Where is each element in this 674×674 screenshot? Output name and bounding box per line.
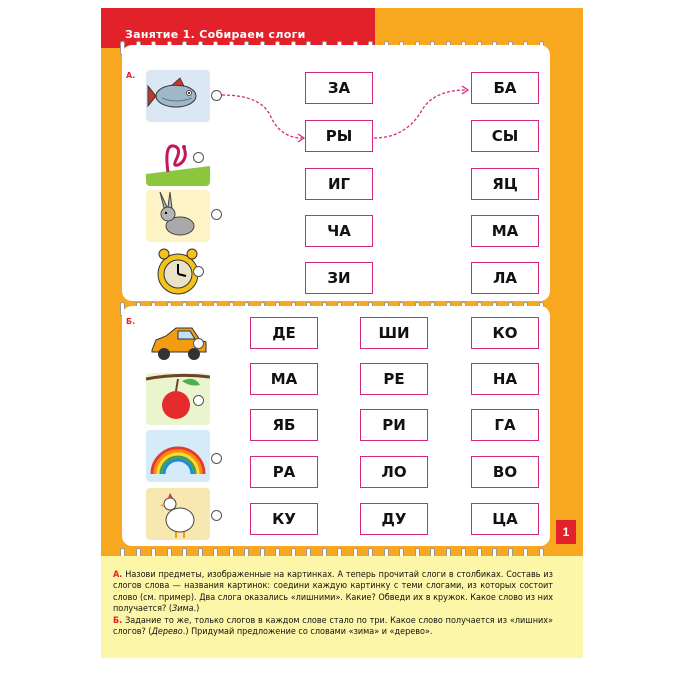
syllable-box[interactable]: ГА [471,409,539,441]
syllable-box[interactable]: КО [471,317,539,349]
rainbow-connector-dot[interactable] [211,453,222,464]
instruction-b-mark: Б. [113,615,123,626]
syllable-box[interactable]: МА [250,363,318,395]
section-b-label: Б. [126,317,136,326]
instruction-a [113,570,553,616]
instruction-a-end: .) [193,604,200,615]
syllable-box[interactable]: КУ [250,503,318,535]
page-title: Занятие 1. Собираем слоги [125,28,306,41]
syllable-box[interactable]: РИ [360,409,428,441]
syllable-box[interactable]: ЗИ [305,262,373,294]
syllable-box[interactable]: РЕ [360,363,428,395]
hare-connector-dot[interactable] [211,209,222,220]
syllable-box[interactable]: ДЕ [250,317,318,349]
clock-connector-dot[interactable] [193,266,204,277]
hen-picture [146,488,210,540]
hen-connector-dot[interactable] [211,510,222,521]
syllable-box[interactable]: ЛО [360,456,428,488]
instruction-b-text: Задание то же, только слогов в каждом слове стало по три. Какое слово получается из «лишних» слогов? ( [113,615,553,638]
syllable-box[interactable]: ДУ [360,503,428,535]
instruction-a-answer: Зима [172,604,194,615]
page-number: 1 [556,520,576,544]
syllable-box[interactable]: СЫ [471,120,539,152]
apple-connector-dot[interactable] [193,395,204,406]
instruction-a-text: Назови предметы, изображенные на картинках. А теперь прочитай слоги в столбиках. Составь из слогов слова — названия картинок: соедини каждую картинку с теми слогами, из которых состоит слово (см. пример). Два слога оказались «лишними». Какие? Обведи их в кружок. Какое слово из них получается? ( [113,570,553,615]
instruction-b [113,616,553,639]
rainbow-picture [146,430,210,482]
syllable-box[interactable]: ШИ [360,317,428,349]
syllable-box[interactable]: ЯЦ [471,168,539,200]
syllable-box[interactable]: ЦА [471,503,539,535]
fish-picture [146,70,210,122]
section-a-label: А. [126,71,136,80]
syllable-box[interactable]: МА [471,215,539,247]
syllable-box[interactable]: ЗА [305,72,373,104]
car-connector-dot[interactable] [193,338,204,349]
instruction-b-end: .) Придумай предложение со словами «зима» и «дерево». [182,627,433,638]
instruction-b-answer: Дерево [151,627,183,638]
syllable-box[interactable]: БА [471,72,539,104]
worm-connector-dot[interactable] [193,152,204,163]
syllable-box[interactable]: РЫ [305,120,373,152]
syllable-box[interactable]: ИГ [305,168,373,200]
syllable-box[interactable]: ЛА [471,262,539,294]
syllable-box[interactable]: НА [471,363,539,395]
hare-picture [146,190,210,242]
instructions-text [113,570,553,638]
syllable-box[interactable]: ЧА [305,215,373,247]
instruction-a-mark: А. [113,570,123,580]
syllable-box[interactable]: ВО [471,456,539,488]
syllable-box[interactable]: ЯБ [250,409,318,441]
syllable-box[interactable]: РА [250,456,318,488]
